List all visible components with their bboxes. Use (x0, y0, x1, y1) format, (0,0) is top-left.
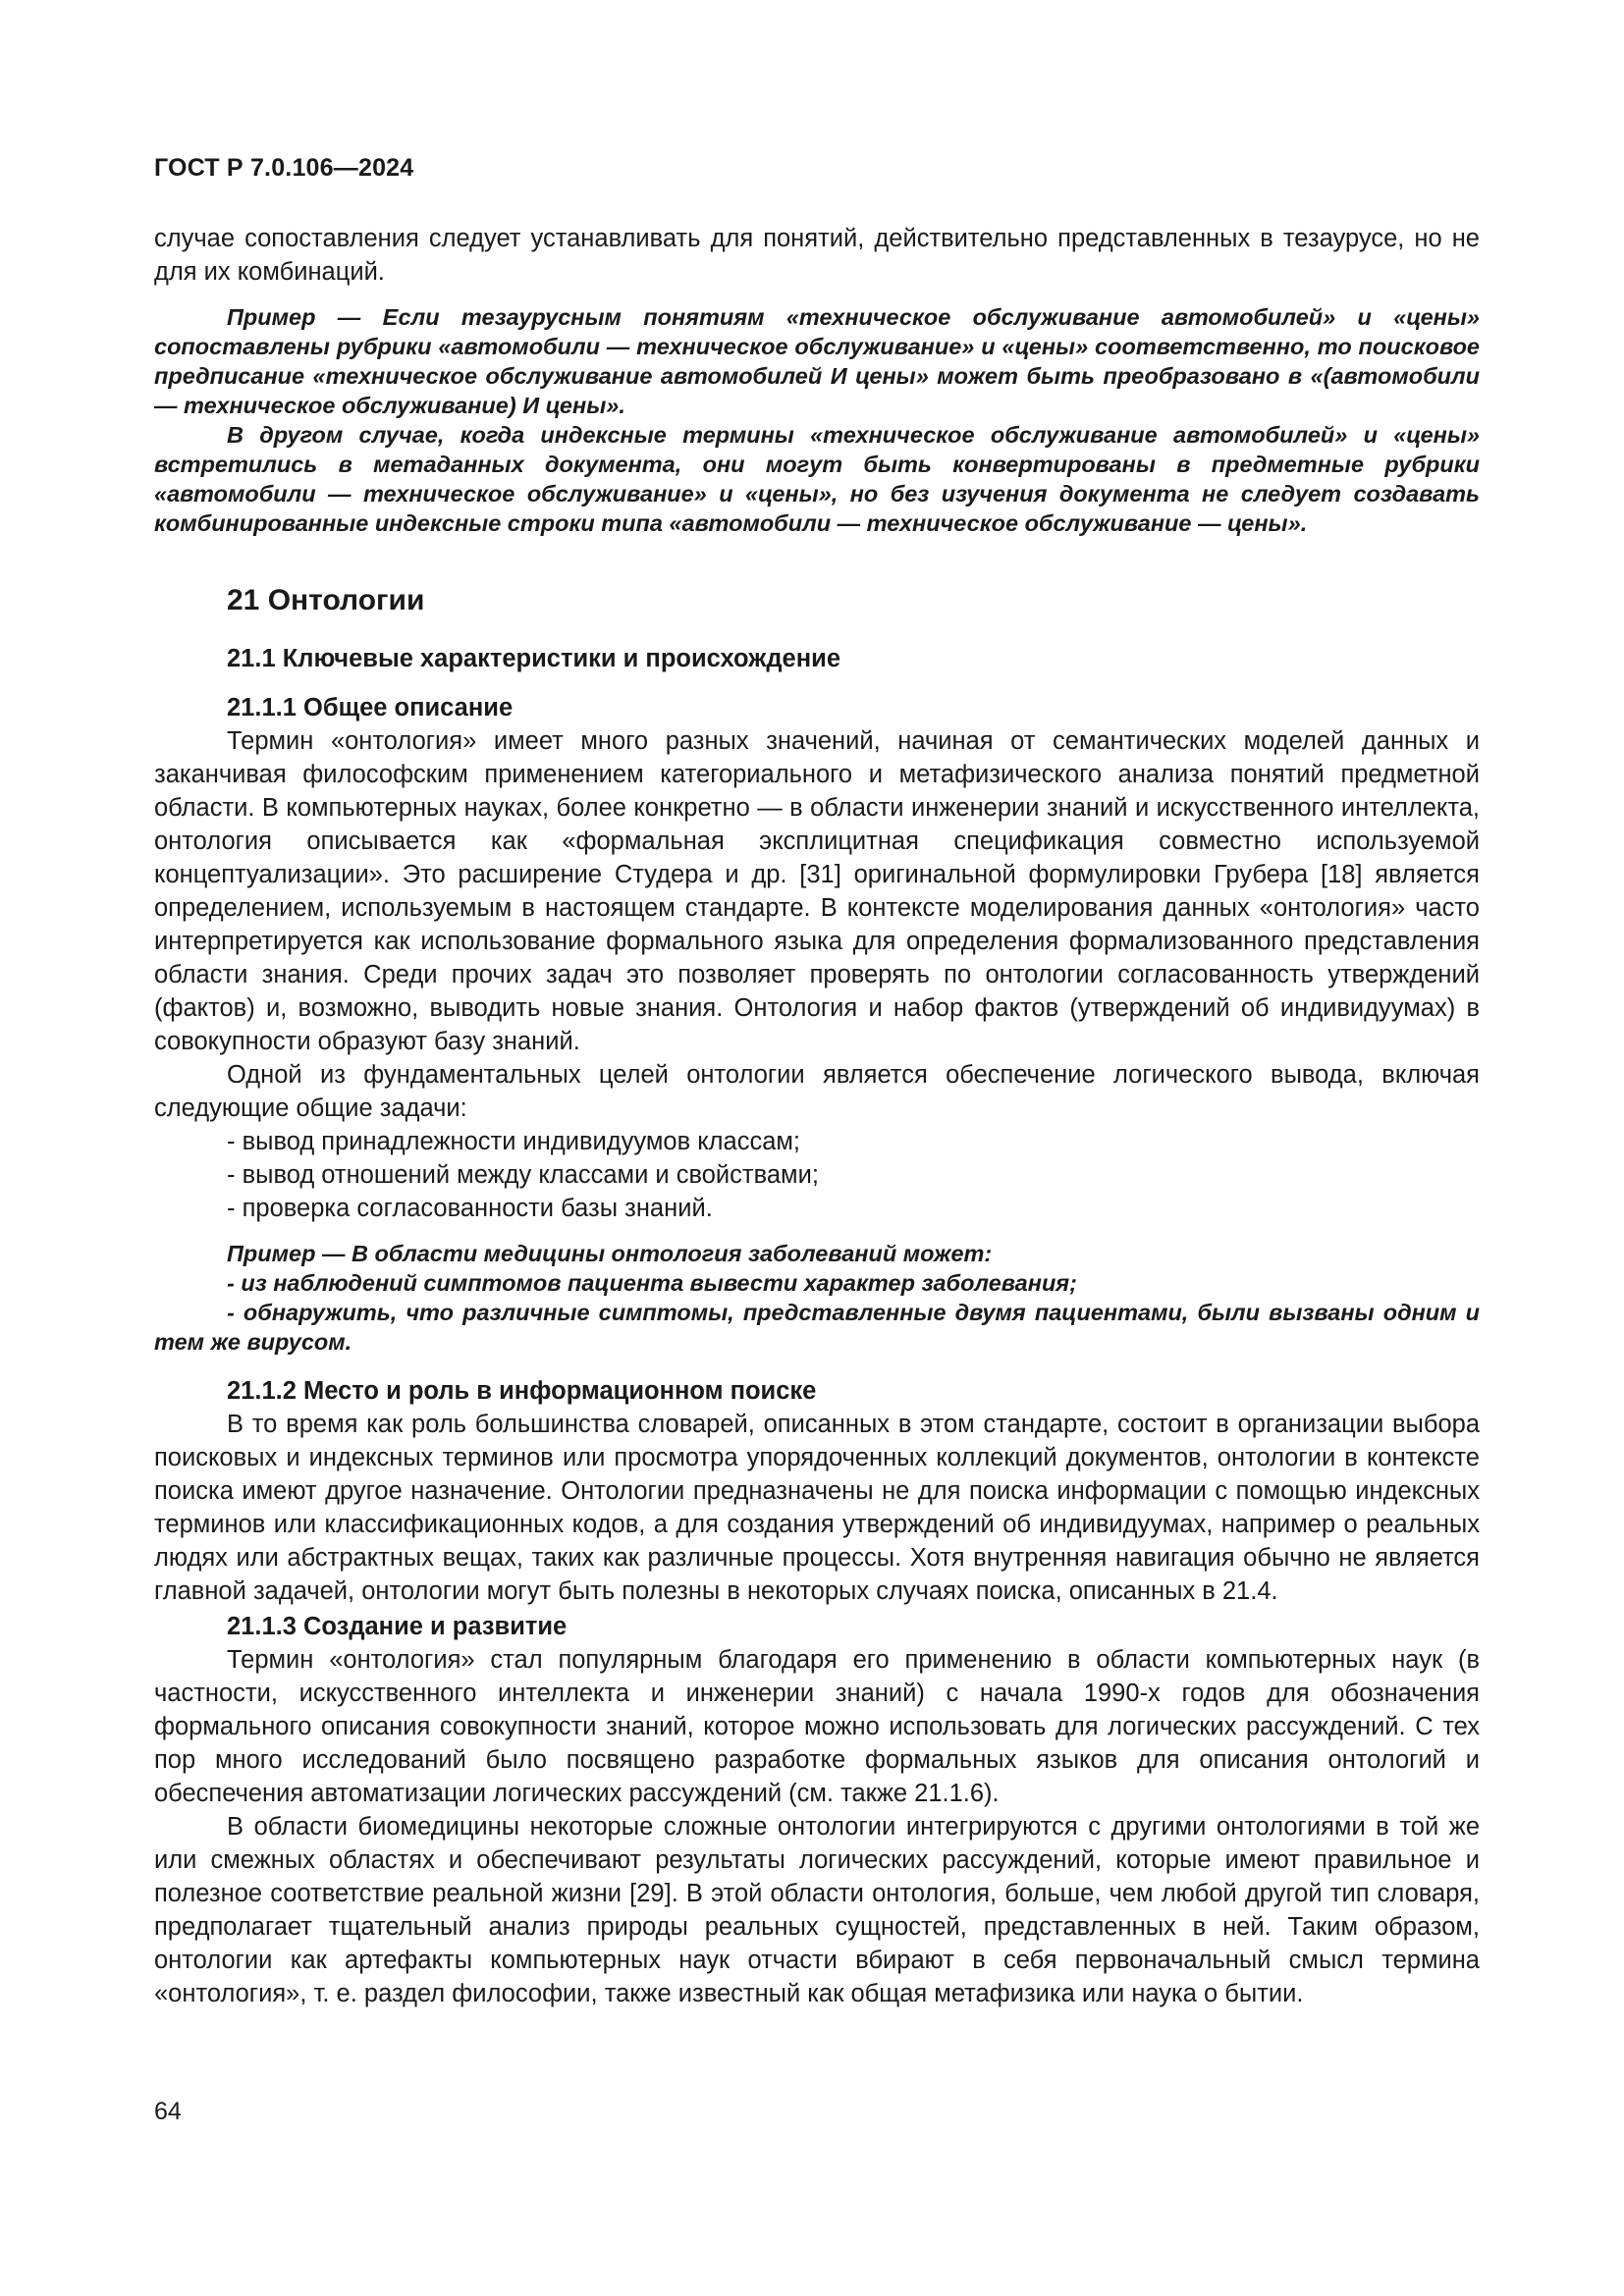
example-line: - из наблюдений симптомов пациента вывести характер заболевания; (227, 1270, 1077, 1296)
subsection-heading-21-1-2: 21.1.2 Место и роль в информационном поиске (227, 1377, 817, 1405)
paragraph-21-1-3-a: Термин «онтология» стал популярным благодаря его применению в области компьютерных наук (в частности, искусственного интеллекта и инженерии знаний) с начала 1990-х годов для обозначения формального описания совокупности знаний, которое можно использовать для логических рассуждений. С тех пор много исследований было посвящено разработке формальных языков для описания онтологий и обеспечения автоматизации логических рассуждений (см. также 21.1.6). (154, 1646, 1480, 1807)
example-paragraph-1: Пример — Если тезаурусным понятиям «техническое обслуживание автомобилей» и «цены» сопоставлены рубрики «автомобили — техническое обслуживание» и «цены» соответственно, то поисковое предписание «техническое обслуживание автомобилей И цены» может быть преобразовано в «(автомобили — техническое обслуживание) И цены». (154, 304, 1480, 418)
paragraph-21-1-1-a: Термин «онтология» имеет много разных значений, начиная от семантических моделей данных и заканчивая философским применением категориального и метафизического анализа понятий предметной области. В компьютерных науках, более конкретно — в области инженерии знаний и искусственного интеллекта, онтология описывается как «формальная эксплицитная спецификация совместно используемой концептуализации». Это расширение Студера и др. [31] оригинальной формулировки Грубера [18] является определением, используемым в настоящем стандарте. В контексте моделирования данных «онтология» часто интерпретируется как использование формального языка для определения формализованного представления области знания. Среди прочих задач это позволяет проверять по онтологии согласованность утверждений (фактов) и, возможно, выводить новые знания. Онтология и набор фактов (утверждений об индивидуумах) в совокупности образуют базу знаний. (154, 727, 1480, 1055)
list-item: - вывод отношений между классами и свойствами; (227, 1161, 819, 1189)
inference-task-list (154, 1125, 1480, 1225)
document-code-header: ГОСТ Р 7.0.106—2024 (154, 154, 414, 182)
list-item: - проверка согласованности базы знаний. (227, 1195, 713, 1222)
paragraph-21-1-1-b: Одной из фундаментальных целей онтологии является обеспечение логического вывода, включая следующие общие задачи: (154, 1061, 1480, 1122)
example-block-1 (154, 302, 1480, 538)
section-heading-21: 21 Онтологии (227, 584, 425, 616)
example-line: - обнаружить, что различные симптомы, представленные двумя пациентами, были вызваны одним и тем же вирусом. (154, 1300, 1480, 1355)
example-paragraph-2: В другом случае, когда индексные термины «техническое обслуживание автомобилей» и «цены» встретились в метаданных документа, они могут быть конвертированы в предметные рубрики «автомобили — техническое обслуживание» и «цены», но без изучения документа не следует создавать комбинированные индексные строки типа «автомобили — техническое обслуживание — цены». (154, 422, 1480, 536)
page-number: 64 (154, 2098, 182, 2125)
example-line: Пример — В области медицины онтология заболеваний может: (227, 1241, 993, 1266)
page-content (154, 222, 1480, 2010)
list-item: - вывод принадлежности индивидуумов классам; (227, 1128, 801, 1155)
subsection-heading-21-1-1: 21.1.1 Общее описание (227, 694, 514, 721)
intro-paragraph: случае сопоставления следует устанавливать для понятий, действительно представленных в тезаурусе, но не для их комбинаций. (154, 225, 1480, 286)
subsection-heading-21-1-3: 21.1.3 Создание и развитие (227, 1613, 568, 1640)
paragraph-21-1-3-b: В области биомедицины некоторые сложные онтологии интегрируются с другими онтологиями в той же или смежных областях и обеспечивают результаты логических рассуждений, которые имеют правильное и полезное соответствие реальной жизни [29]. В этой области онтология, больше, чем любой другой тип словаря, предполагает тщательный анализ природы реальных сущностей, представленных в ней. Таким образом, онтологии как артефакты компьютерных наук отчасти вбирают в себя первоначальный смысл термина «онтология», т. е. раздел философии, также известный как общая метафизика или наука о бытии. (154, 1813, 1480, 2007)
paragraph-21-1-2: В то время как роль большинства словарей, описанных в этом стандарте, состоит в организации выбора поисковых и индексных терминов или просмотра упорядоченных коллекций документов, онтологии в контексте поиска имеют другое назначение. Онтологии предназначены не для поиска информации с помощью индексных терминов или классификационных кодов, а для создания утверждений об индивидуумах, например о реальных людях или абстрактных вещах, таких как различные процессы. Хотя внутренняя навигация обычно не является главной задачей, онтологии могут быть полезны в некоторых случаях поиска, описанных в 21.4. (154, 1411, 1480, 1605)
subsection-heading-21-1: 21.1 Ключевые характеристики и происхождение (227, 645, 840, 672)
example-block-2 (154, 1239, 1480, 1357)
